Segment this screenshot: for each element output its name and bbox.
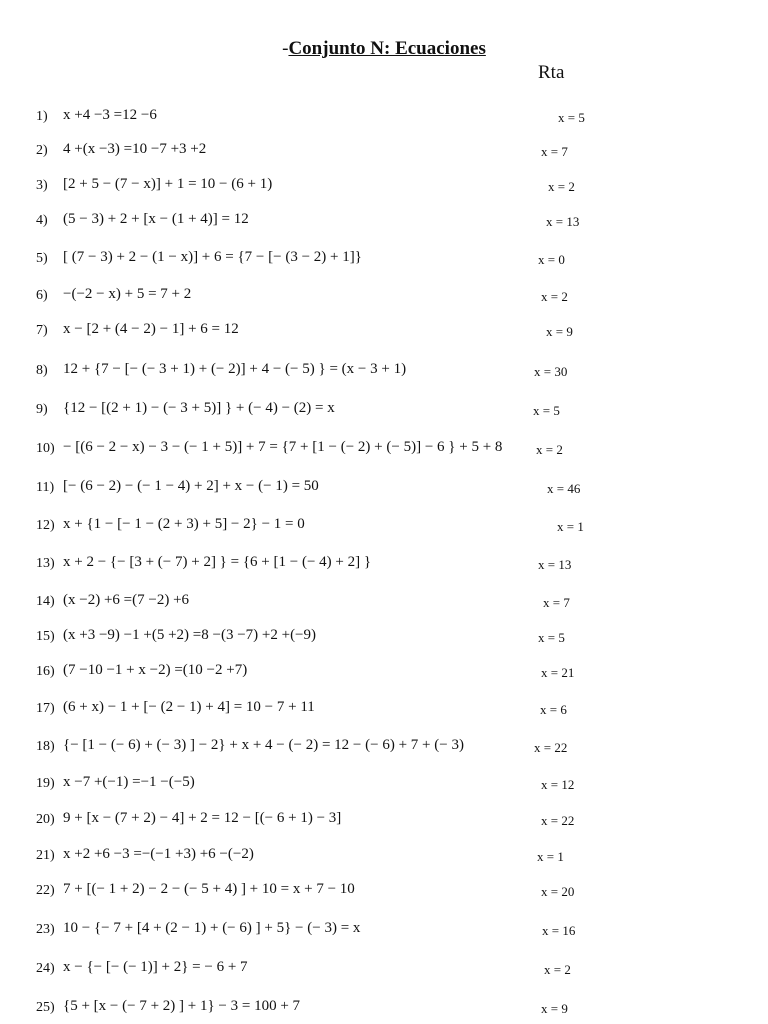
problem-answer: x = 2 [536, 442, 563, 457]
problem-row [0, 736, 768, 758]
problem-equation: x + {1 − [− 1 − (2 + 3) + 5] − 2} − 1 = 0 [63, 516, 305, 532]
problem-row [0, 698, 768, 720]
problem-answer: x = 22 [534, 740, 568, 755]
problem-number: 18) [36, 739, 55, 754]
problem-row [0, 175, 768, 197]
problem-answer: x = 12 [541, 777, 575, 792]
problem-answer: x = 9 [541, 1001, 568, 1016]
problem-row [0, 845, 768, 867]
problem-number: 9) [36, 402, 48, 417]
problem-equation: (7 −10 −1 + x −2) =(10 −2 +7) [63, 662, 248, 678]
problem-equation: 9 + [x − (7 + 2) − 4] + 2 = 12 − [(− 6 + 1) − 3] [63, 810, 342, 826]
problem-row [0, 553, 768, 575]
problem-number: 4) [36, 213, 48, 228]
problem-equation: (x −2) +6 =(7 −2) +6 [63, 592, 190, 608]
problem-answer: x = 16 [542, 923, 576, 938]
problem-number: 20) [36, 812, 55, 827]
problem-number: 11) [36, 480, 55, 495]
problem-row [0, 919, 768, 941]
problem-number: 12) [36, 518, 55, 533]
problem-number: 21) [36, 848, 55, 863]
problem-answer: x = 1 [557, 519, 584, 534]
problem-number: 17) [36, 701, 55, 716]
problem-answer: x = 46 [547, 481, 581, 496]
problem-answer: x = 13 [538, 557, 572, 572]
problem-number: 23) [36, 922, 55, 937]
problem-row [0, 958, 768, 980]
problem-answer: x = 20 [541, 884, 575, 899]
problem-row [0, 515, 768, 537]
problem-equation: {12 − [(2 + 1) − (− 3 + 5)] } + (− 4) − (2) = x [63, 400, 335, 416]
problem-equation: x + 2 − {− [3 + (− 7) + 2] } = {6 + [1 − (− 4) + 2] } [63, 554, 372, 570]
problem-equation: x +4 −3 =12 −6 [63, 107, 157, 123]
problem-number: 14) [36, 594, 55, 609]
problem-answer: x = 5 [533, 403, 560, 418]
problem-row [0, 438, 768, 460]
problem-number: 7) [36, 323, 48, 338]
problem-row [0, 880, 768, 902]
problem-row [0, 285, 768, 307]
problem-number: 3) [36, 178, 48, 193]
problem-answer: x = 2 [541, 289, 568, 304]
problem-equation: (6 + x) − 1 + [− (2 − 1) + 4] = 10 − 7 + 11 [63, 699, 315, 715]
problem-row [0, 140, 768, 162]
problem-row [0, 591, 768, 613]
problem-row [0, 809, 768, 831]
problem-answer: x = 22 [541, 813, 575, 828]
problem-equation: x −7 +(−1) =−1 −(−5) [63, 774, 195, 790]
problem-answer: x = 5 [558, 110, 585, 125]
page-title [0, 38, 768, 60]
problem-equation: x +2 +6 −3 =−(−1 +3) +6 −(−2) [63, 846, 254, 862]
problem-equation: 4 +(x −3) =10 −7 +3 +2 [63, 141, 207, 157]
problem-row [0, 661, 768, 683]
problem-equation: x − [2 + (4 − 2) − 1] + 6 = 12 [63, 321, 239, 337]
problem-number: 13) [36, 556, 55, 571]
problem-row [0, 320, 768, 342]
problem-answer: x = 2 [548, 179, 575, 194]
problem-equation: 10 − {− 7 + [4 + (2 − 1) + (− 6) ] + 5} − (− 3) = x [63, 920, 361, 936]
title-prefix: - [282, 38, 289, 59]
problem-number: 5) [36, 251, 48, 266]
problem-number: 10) [36, 441, 55, 456]
problem-equation: [2 + 5 − (7 − x)] + 1 = 10 − (6 + 1) [63, 176, 273, 192]
problem-row [0, 477, 768, 499]
problem-answer: x = 2 [544, 962, 571, 977]
problem-answer: x = 0 [538, 252, 565, 267]
problem-equation: x − {− [− (− 1)] + 2} = − 6 + 7 [63, 959, 248, 975]
problem-answer: x = 21 [541, 665, 575, 680]
problem-answer: x = 13 [546, 214, 580, 229]
problem-equation: 12 + {7 − [− (− 3 + 1) + (− 2)] + 4 − (− 5) } = (x − 3 + 1) [63, 361, 407, 377]
problem-number: 16) [36, 664, 55, 679]
problem-equation: (5 − 3) + 2 + [x − (1 + 4)] = 12 [63, 211, 249, 227]
problem-answer: x = 7 [541, 144, 568, 159]
problem-answer: x = 5 [538, 630, 565, 645]
problem-row [0, 773, 768, 795]
problem-number: 1) [36, 109, 48, 124]
problem-answer: x = 9 [546, 324, 573, 339]
problem-number: 25) [36, 1000, 55, 1015]
problem-number: 19) [36, 776, 55, 791]
problem-row [0, 997, 768, 1019]
problem-number: 24) [36, 961, 55, 976]
problem-equation: −(−2 − x) + 5 = 7 + 2 [63, 286, 192, 302]
problem-equation: 7 + [(− 1 + 2) − 2 − (− 5 + 4) ] + 10 = x + 7 − 10 [63, 881, 355, 897]
problem-answer: x = 1 [537, 849, 564, 864]
problem-equation: {5 + [x − (− 7 + 2) ] + 1} − 3 = 100 + 7 [63, 998, 301, 1014]
problem-equation: [ (7 − 3) + 2 − (1 − x)] + 6 = {7 − [− (3 − 2) + 1]} [63, 249, 362, 265]
problem-number: 15) [36, 629, 55, 644]
problem-equation: [− (6 − 2) − (− 1 − 4) + 2] + x − (− 1) = 50 [63, 478, 319, 494]
problem-answer: x = 6 [540, 702, 567, 717]
problem-equation: {− [1 − (− 6) + (− 3) ] − 2} + x + 4 − (− 2) = 12 − (− 6) + 7 + (− 3) [63, 737, 464, 753]
problem-number: 2) [36, 143, 48, 158]
problem-answer: x = 7 [543, 595, 570, 610]
problem-equation: − [(6 − 2 − x) − 3 − (− 1 + 5)] + 7 = {7 + [1 − (− 2) + (− 5)] − 6 } + 5 + 8 [63, 439, 503, 455]
title-text: Conjunto N: Ecuaciones [288, 38, 486, 59]
problem-number: 22) [36, 883, 55, 898]
problem-row [0, 399, 768, 421]
problem-row [0, 248, 768, 270]
problem-row [0, 360, 768, 382]
problem-answer: x = 30 [534, 364, 568, 379]
problem-equation: (x +3 −9) −1 +(5 +2) =8 −(3 −7) +2 +(−9) [63, 627, 317, 643]
problem-number: 8) [36, 363, 48, 378]
problem-number: 6) [36, 288, 48, 303]
problem-row [0, 626, 768, 648]
problem-row [0, 106, 768, 128]
problem-row [0, 210, 768, 232]
answer-column-header: Rta [538, 62, 565, 83]
